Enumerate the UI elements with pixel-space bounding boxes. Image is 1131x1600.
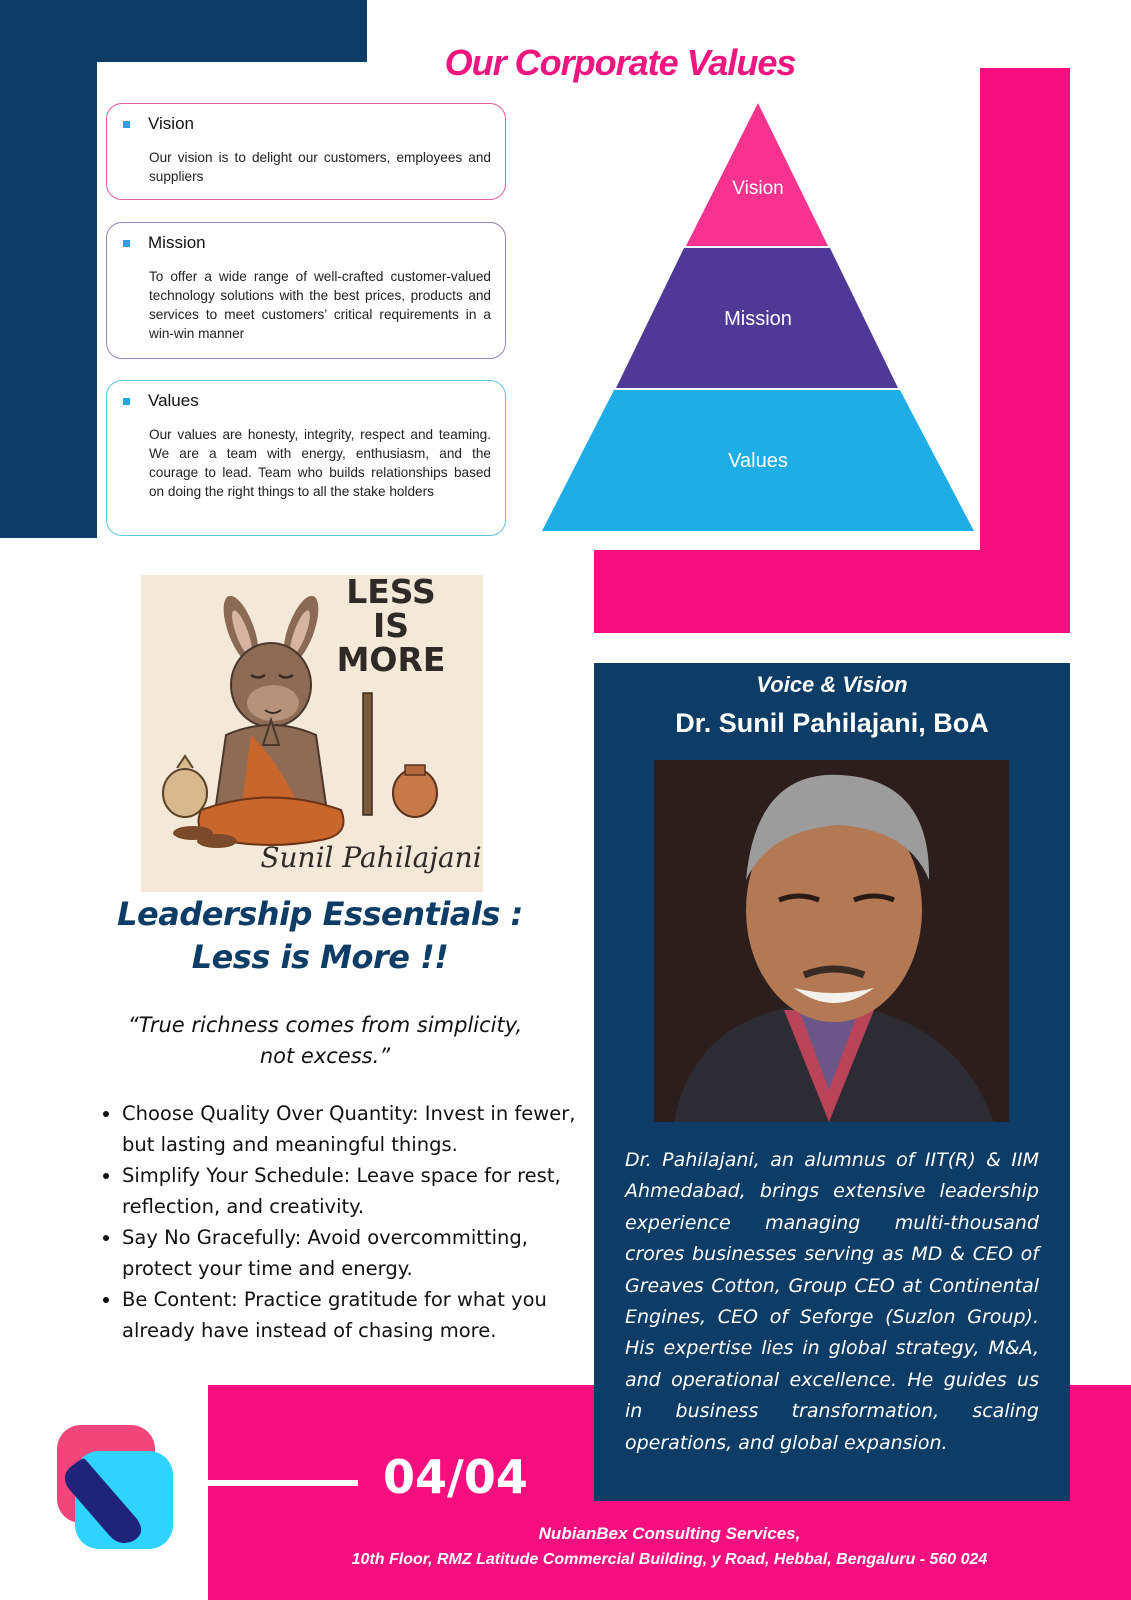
values-heading: Values (148, 391, 199, 410)
pink-frame-bottom (594, 550, 1070, 633)
list-item: • Simplify Your Schedule: Leave space for rest, reflection, and creativity. (122, 1160, 592, 1222)
meditating-donkey-image (141, 575, 483, 892)
signature-text: Sunil Pahilajani (260, 841, 482, 874)
mission-box (106, 222, 506, 359)
page-number: 04/04 (383, 1450, 528, 1504)
list-item: • Be Content: Practice gratitude for what you already have instead of chasing more. (122, 1284, 592, 1346)
profile-label: Voice & Vision (756, 672, 908, 697)
bullet-icon (123, 121, 130, 128)
pyramid-values-label: Values (728, 450, 788, 472)
less-text: LESS (346, 575, 436, 611)
mission-text: To offer a wide range of well-crafted customer-valued technology solutions with the best prices, products and services to meet customers’ critical requirements in a win-win manner (149, 269, 491, 341)
vision-heading: Vision (148, 114, 194, 133)
profile-photo (654, 760, 1009, 1122)
leadership-title-line2: Less is More !! (191, 938, 449, 976)
leadership-title (110, 893, 530, 979)
pyramid-vision-label: Vision (732, 178, 784, 199)
pink-frame-right (980, 68, 1070, 633)
bullet-icon (123, 240, 130, 247)
footer-divider (208, 1480, 358, 1486)
values-pyramid (540, 103, 976, 533)
pyramid-vision-tier (686, 103, 828, 246)
values-text: Our values are honesty, integrity, respect and teaming. We are a team with energy, enthusiasm, and the courage to lead. Team who builds relationships based on doing the right things to all the stake holders (149, 427, 491, 499)
leadership-title-line1: Leadership Essentials : (117, 895, 523, 933)
list-item: • Choose Quality Over Quantity: Invest in fewer, but lasting and meaningful things. (122, 1098, 592, 1160)
leadership-quote (110, 1010, 540, 1072)
more-text: MORE (336, 640, 446, 679)
footer-address: 10th Floor, RMZ Latitude Commercial Building, y Road, Hebbal, Bengaluru - 560 024 (351, 1551, 988, 1568)
portrait-image (654, 760, 1009, 1122)
profile-name: Dr. Sunil Pahilajani, BoA (675, 708, 989, 738)
list-item: • Say No Gracefully: Avoid overcommitting, protect your time and energy. (122, 1222, 592, 1284)
footer-company: NubianBex Consulting Services, (538, 1524, 801, 1543)
quote-line1: “True richness comes from simplicity, (127, 1013, 523, 1037)
values-box (106, 380, 506, 536)
leadership-bullet-list (98, 1098, 592, 1346)
bullet-icon (123, 398, 130, 405)
profile-bio: Dr. Pahilajani, an alumnus of IIT(R) & IIM Ahmedabad, brings extensive leadership experience managing multi-thousand crores businesses serving as MD & CEO of Greaves Cotton, Group CEO at Continental Engines, CEO of Seforge (Suzlon Group). His expertise lies in global strategy, M&A, and operational excellence. He guides us in business transformation, scaling operations, and global expansion. (625, 1149, 1039, 1454)
pyramid-mission-label: Mission (724, 308, 792, 330)
less-is-more-illustration (141, 575, 483, 892)
nubianbex-logo-icon (55, 1423, 175, 1551)
navy-side-block (0, 0, 97, 538)
mission-heading: Mission (148, 233, 206, 252)
is-text: IS (372, 606, 410, 645)
quote-line2: not excess.” (259, 1044, 391, 1068)
page-title: Our Corporate Values (444, 42, 796, 83)
vision-text: Our vision is to delight our customers, employees and suppliers (149, 150, 491, 184)
vision-box (106, 103, 506, 200)
